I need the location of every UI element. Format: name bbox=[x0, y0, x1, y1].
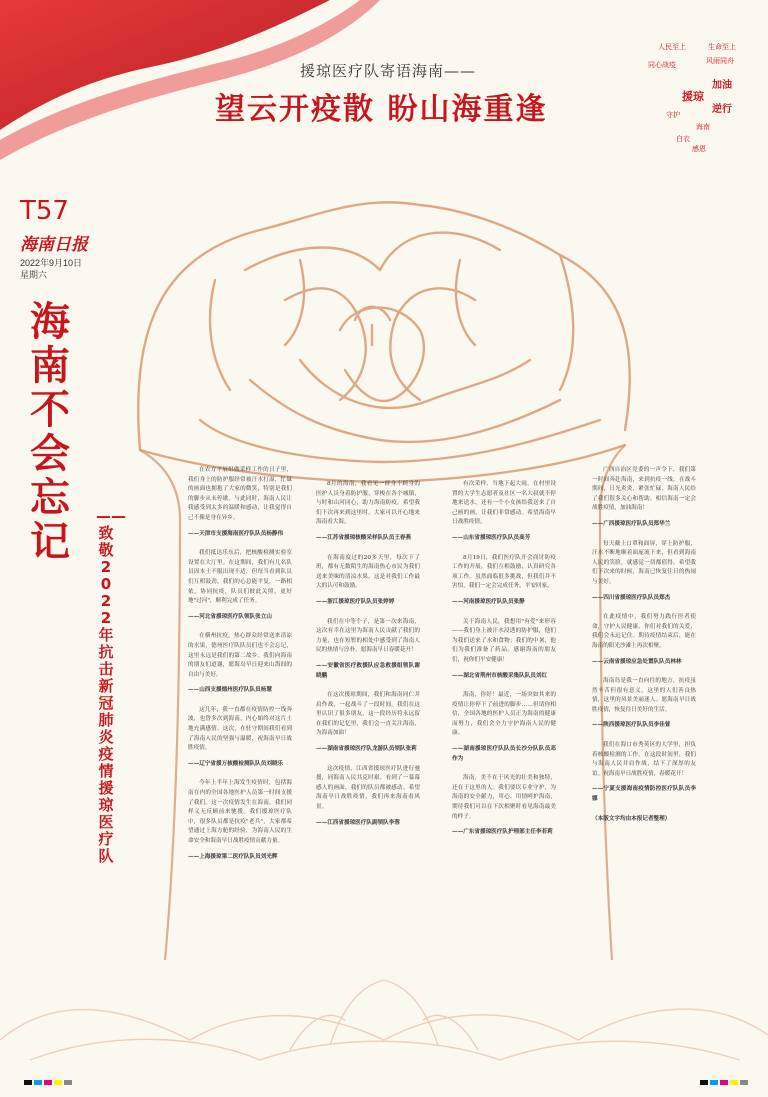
word-cloud-item: 逆行 bbox=[712, 104, 732, 115]
word-cloud-item: 海南 bbox=[696, 123, 710, 131]
quote-signature: ——山西支援德州医疗队队员杨慧 bbox=[188, 687, 272, 694]
kicker: 援琼医疗队寄语海南—— bbox=[300, 62, 477, 80]
newspaper-name: 海南日报 bbox=[20, 235, 88, 255]
quote-signature: ——广西援琼医疗队队员郑华兰 bbox=[592, 520, 671, 527]
article-column-3 bbox=[452, 480, 556, 848]
word-cloud-item: 感恩 bbox=[692, 145, 706, 153]
quote-text: 8月19日，我们医疗队开会商讨防疫工作的开展，我们互相鼓励，认真研究各项工作。虽然面临很多挑战，但我们并不害怕，我们一定会完成任务，平安回家。 bbox=[452, 554, 556, 590]
quote-text: 海南岛是我一直向往的地方，抗疫虽然辛苦但很有意义。这里的人们善良热情，这里的风景美丽迷人。愿海南早日战胜疫情，恢复往日美好的生活。 bbox=[592, 678, 696, 713]
quote-text: 在这次援琼期间，我们和海南同仁并肩作战，一起战斗了一段时间。我们在这里认识了很多朋友，这一段经历将永远留在我们的记忆里，我们会一直关注海南，为海南加油！ bbox=[316, 692, 420, 737]
quote-signature: ——上海援琼第二医疗队队员刘光辉 bbox=[188, 853, 278, 860]
quote-signature: ——安徽省医疗救援队应急救援组领队谢晓鹏 bbox=[316, 662, 420, 679]
quote-text: 在农方平展组做采样工作的日子里，我们身上的防护服经常被汗水打湿，忙碌的画面也拥抱了大家的微笑，特别是我们的脚步从未停歇。与此同时，海南人民让我感受到太多的温暖和感动，让我觉得自己不像是身在异乡。 bbox=[188, 467, 292, 521]
word-cloud-heart bbox=[646, 36, 752, 156]
article-column-1 bbox=[188, 466, 292, 872]
quote-text: 关于海南人民，我想用"有爱"来形容——我们身上被汗水浸透的防护服，他们为我们送来了水和食物；我们的中暑，他们为我们准备了药品。感谢海南的朋友们，祝你们平安健康！ bbox=[452, 618, 556, 663]
quote-text: 我们抵达乐东后，把核酸检测实验室设置在大厅里。在这期间，我们有几名队员因本土不服出现不适，但每当看到队员们互相鼓劲，我们的心总能平复，一路相依，协同抗疫，队员们彼此关照，更好地"过河"，顺利完成了任务。 bbox=[188, 550, 292, 605]
quote-signature: ——天津市支援海南医疗队队员杨静伟 bbox=[188, 530, 284, 537]
quote-text: 8月的海南，我看见一群身不顾身的医护人员身着防护服，穿梭在各个城镇，与时和山河同心，助力海南防疫。希望我们下次再来到这里时，大家可以开心地来海南看大海。 bbox=[316, 481, 420, 526]
quote-signature: ——浙江援琼医疗队队员张婷婷 bbox=[316, 598, 395, 605]
quote-signature: ——山东省援琼医疗队队员高芳 bbox=[452, 534, 531, 541]
quote-text: 这几年，我一直都在疫情防控一线奔波，也曾多次到海南，内心始终对这片土地充满感情。这次，在驻守期间我们看到了海南人民的坚强与温暖，祝海南早日战胜疫情。 bbox=[188, 706, 292, 752]
word-cloud-item: 风雨同舟 bbox=[706, 57, 734, 65]
quote-text: 在此疫情中，我们努力践行医者使命，守护人民健康。你们对我们的关爱，我们会永远记住。期待疫情结束后，能在海南的阳光沙滩上再次相聚。 bbox=[592, 614, 696, 649]
quote-text: 我们在海口市秀英区的大学里，担负着核酸检测的工作。在这段时间里，我们与海南人民并肩作战，结下了深厚的友谊。祝海南早日战胜疫情，春暖花开！ bbox=[592, 742, 696, 777]
quote-text: 有次采样，当地下起大雨，在村里设置的大学生志愿者及社区一名大叔就不停地来送水，还有一个小女孩给我送来了自己画的画，让我们非常感动。希望海南早日战胜疫情。 bbox=[452, 481, 556, 526]
page-number: T57 bbox=[20, 196, 69, 226]
quote-text: 今年上半年上海发生疫情时，包括海南在内的全国各地医护人员第一时间支援了我们。这一次疫情发生在海南，我们同样义无反顾前来驰援。我们援琼医疗队中，很多队员都是抗疫"老兵"，大家都希望通过上海方舱的经验，为海南人民的生命安全和海南早日战胜疫情贡献力量。 bbox=[188, 780, 292, 844]
quote-signature: ——河北省援琼医疗队领队张立山 bbox=[188, 613, 272, 620]
quote-signature: ——陕西援琼医疗队队员李佳萱 bbox=[592, 722, 671, 729]
issue-date: 2022年9月10日 bbox=[20, 258, 83, 268]
word-cloud-item: 援琼 bbox=[682, 90, 704, 103]
word-cloud-item: 人民至上 bbox=[658, 43, 686, 51]
quote-text: 这次疫情，江西省援琼医疗队进行驰援，同海南人民共克时艰。看到了一幕幕感人的画面，我们的队员都被感动。希望海南早日战胜疫情，我们再来海南看风景。 bbox=[316, 765, 420, 811]
article-column-4 bbox=[592, 466, 696, 834]
feature-title: 海南不会忘记 bbox=[30, 298, 70, 565]
quote-signature: ——广东省援琼医疗队护理部主任李若莉 bbox=[452, 829, 553, 836]
issue-weekday: 星期六 bbox=[20, 270, 48, 280]
quote-text: 我们在中等个子，是第一次来海南，这次有幸在这里为海南人民贡献了我们的力量，也在短暂的相处中感受到了海南人民的热情与淳朴。愿海南早日春暖花开！ bbox=[316, 618, 420, 654]
quote-signature: ——云南省援琼应急处置队队员林林 bbox=[592, 658, 682, 665]
word-cloud-item: 同心战疫 bbox=[648, 61, 676, 69]
quote-signature: ——湖北省荆州市核酸采集队队员刘红 bbox=[452, 672, 548, 679]
quote-text: 海南，你好！最近，一场突如其来的疫情让你停下了前进的脚步……但请你相信，全国各地的医护人员正为海南的健康而努力，我们会全力守护海南人民的健康。 bbox=[452, 692, 556, 737]
headline: 望云开疫散 盼山海重逢 bbox=[215, 92, 548, 127]
quote-signature: ——宁夏支援海南疫情防控医疗队队员李娜 bbox=[592, 786, 696, 803]
quote-signature: ——河南援琼医疗队队员张静 bbox=[452, 598, 525, 605]
quote-signature: ——江苏省援琼核酸采样队队员王春燕 bbox=[316, 534, 412, 541]
word-cloud-item: 守护 bbox=[666, 111, 680, 119]
quote-text: 海南，美不在于风光的壮美和独特，还在于这里的人。我们要以专业守护，为海南的安全献力，用心、用情呵护海南，期待我们可以在下次相聚时看见海南最美的样子。 bbox=[452, 775, 556, 820]
quote-text: 每天戴上口罩和面屏，穿上防护服，汗水不断地顺着面庞流下来，但看到海南人民的笑脸，就感觉一切都值得。希望我们下次来的时候，海南已恢复往日的热闹与美好。 bbox=[592, 540, 696, 585]
quote-text: 在横州抗疫，热心群众经常送来清凉的水果，德州医疗队队员们也不会忘记，这里永远是我们的第二故乡。我们向海南的朋友们道谢，愿海岛早日迎来山海间的自由与美好。 bbox=[188, 633, 292, 678]
quote-signature: ——辽宁省援万核酸检测队队员刘晓乐 bbox=[188, 760, 284, 767]
quote-signature: ——四川省援琼医疗队队员郑杰 bbox=[592, 594, 671, 601]
quote-signature: ——湖南省援琼医疗队龙游队员领队张莉 bbox=[316, 746, 417, 753]
word-cloud-item: 白衣 bbox=[676, 135, 690, 143]
word-cloud-item: 生命至上 bbox=[708, 43, 736, 51]
quote-text: 广西自治区党委的一声令下，我们第一时间奔赴海南，来到抗疫一线。在战斗期间，日光炎炎，紧张忙碌，海南人民给了我们很多关心和帮助。相信海南一定会战胜疫情，加油海南！ bbox=[592, 467, 696, 512]
quote-signature: ——江西省援琼医疗队副领队李蓉 bbox=[316, 819, 400, 826]
quote-signature: ——湖南援琼医疗队队员长沙分队队员邓作为 bbox=[452, 746, 556, 762]
word-cloud-item: 加油 bbox=[712, 80, 732, 91]
feature-subtitle: ——致敬2022年抗击新冠肺炎疫情援琼医疗队 bbox=[96, 507, 126, 865]
editor-note: （本版文字均由本报记者整理） bbox=[592, 815, 671, 822]
quote-text: 在海南度过的20多天里，每次下了班，都有无数陌生的海南热心市民为我们送来美味的清凉水果，这是对我们工作最大的认可和鼓励。 bbox=[316, 554, 420, 590]
article-column-2 bbox=[316, 480, 420, 838]
